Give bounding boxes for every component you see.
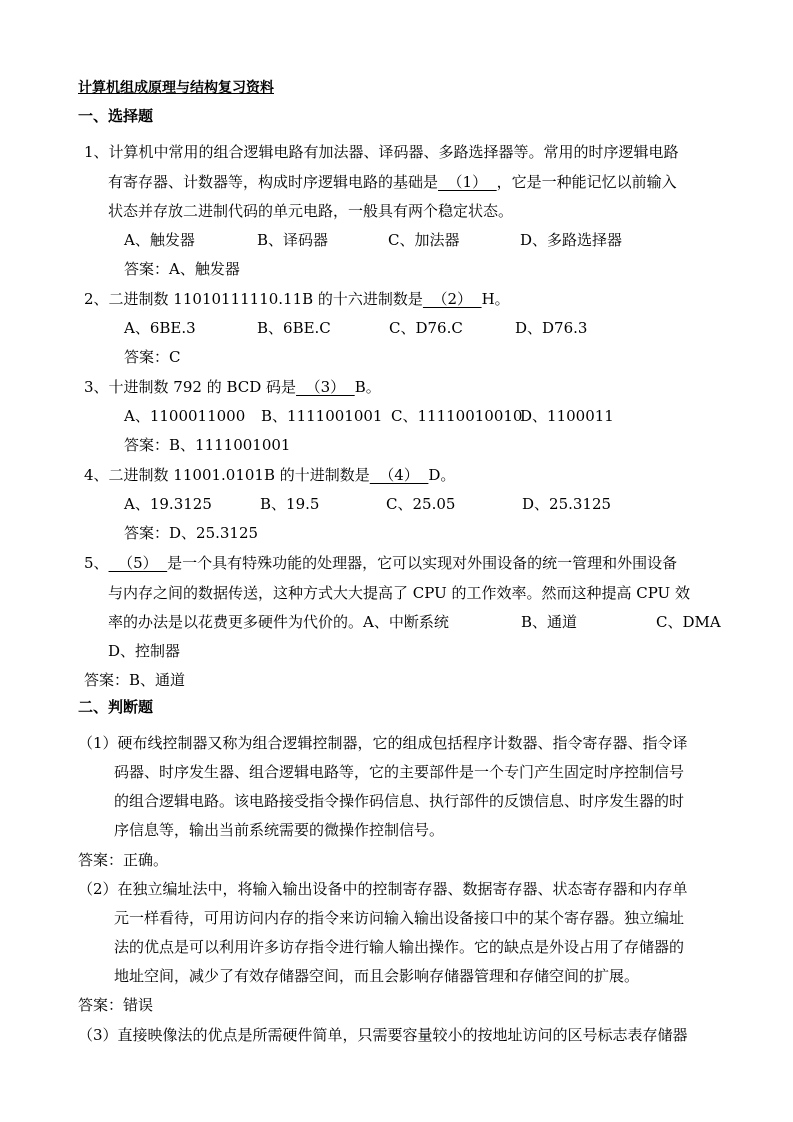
q4-option-d: D、25.3125 (522, 495, 612, 513)
judge2-line-2: 元一样看待，可用访问内存的指令来访问输入输出设备接口中的某个寄存器。独立编址 (114, 909, 685, 927)
q5-text: 是一个具有特殊功能的处理器，它可以实现对外围设备的统一管理和外围设备 (167, 554, 678, 572)
q2-option-c: C、D76.C (389, 319, 463, 337)
section-heading-choice: 一、选择题 (78, 107, 154, 125)
q4-options (124, 494, 611, 514)
q2-options (124, 318, 587, 338)
q2-option-d: D、D76.3 (515, 319, 588, 337)
q2-answer: 答案：C (124, 348, 181, 366)
judge2-line-1: （2）在独立编址法中，将输入输出设备中的控制寄存器、数据寄存器、状态寄存器和内存单 (78, 880, 688, 898)
q5-number: 5、 (84, 554, 109, 572)
q5-option-b: B、通道 (521, 613, 578, 631)
q2-option-b: B、6BE.C (257, 319, 331, 337)
q3-text: 3、十进制数 792 的 BCD 码是 (84, 378, 297, 396)
q1-text-b: ，它是一种能记忆以前输入 (496, 173, 677, 191)
q1-line-1: 1、计算机中常用的组合逻辑电路有加法器、译码器、多路选择器等。常用的时序逻辑电路 (84, 143, 679, 161)
judge1-line-1: （1）硬布线控制器又称为组合逻辑控制器，它的组成包括程序计数器、指令寄存器、指令译 (78, 734, 688, 752)
q4-answer: 答案：D、25.3125 (124, 524, 259, 542)
q4-blank: （4） (369, 466, 429, 484)
q1-option-c: C、加法器 (388, 231, 460, 249)
q1-option-d: D、多路选择器 (520, 231, 623, 249)
q1-text-a: 有寄存器、计数器等，构成时序逻辑电路的基础是 (108, 173, 439, 191)
q5-text-option-a: 率的办法是以花费更多硬件为代价的。A、中断系统 (108, 613, 449, 631)
q4-suffix: D。 (428, 466, 456, 484)
q1-line-3: 状态并存放二进制代码的单元电路，一般具有两个稳定状态。 (108, 202, 514, 220)
q4-option-a: A、19.3125 (124, 495, 212, 513)
judge2-line-4: 地址空间，减少了有效存储器空间，而且会影响存储器管理和存储空间的扩展。 (114, 967, 640, 985)
q5-option-d: D、控制器 (108, 642, 181, 660)
q3-suffix: B。 (354, 378, 381, 396)
q2-text: 2、二进制数 11010111110.11B 的十六进制数是 (84, 290, 423, 308)
q2-option-a: A、6BE.3 (124, 319, 196, 337)
q1-option-b: B、译码器 (257, 231, 329, 249)
q3-option-c: C、11110010010 (391, 407, 523, 425)
q5-option-c: C、DMA (656, 613, 721, 631)
judge2-answer: 答案：错误 (78, 996, 154, 1014)
judge2-line-3: 法的优点是可以利用许多访存指令进行输人输出操作。它的缺点是外设占用了存储器的 (114, 938, 685, 956)
q5-answer: 答案：B、通道 (84, 671, 186, 689)
q5-line-1 (84, 553, 677, 573)
q3-answer: 答案：B、1111001001 (124, 436, 291, 454)
q1-answer: 答案：A、触发器 (124, 260, 240, 278)
q5-line-2: 与内存之间的数据传送，这种方式大大提高了 CPU 的工作效率。然而这种提高 CPU 效 (108, 584, 690, 602)
q3-option-b: B、1111001001 (261, 407, 383, 425)
q2-blank: （2） (422, 290, 482, 308)
q5-blank: （5） (108, 554, 168, 572)
q1-options (124, 230, 622, 250)
q4-option-c: C、25.05 (386, 495, 456, 513)
q3-option-a: A、1100011000 (124, 407, 246, 425)
q2-line (84, 289, 510, 309)
q1-blank: （1） (438, 173, 497, 191)
q3-line (84, 377, 381, 397)
q3-blank: （3） (296, 378, 355, 396)
document-title: 计算机组成原理与结构复习资料 (78, 80, 274, 96)
q5-line-3 (108, 612, 449, 632)
judge1-answer: 答案：正确。 (78, 851, 169, 869)
q4-line (84, 465, 455, 485)
q3-options (124, 406, 614, 426)
judge3-line-1: （3）直接映像法的优点是所需硬件简单，只需要容量较小的按地址访问的区号标志表存储器 (78, 1026, 688, 1044)
judge1-line-3: 的组合逻辑电路。该电路接受指令操作码信息、执行部件的反馈信息、时序发生器的时 (114, 792, 685, 810)
q4-option-b: B、19.5 (260, 495, 320, 513)
section-heading-judge: 二、判断题 (78, 698, 154, 716)
q1-option-a: A、触发器 (124, 231, 195, 249)
q1-line-2 (108, 172, 677, 192)
q3-option-d: D、1100011 (520, 407, 614, 425)
judge1-line-4: 序信息等，输出当前系统需要的微操作控制信号。 (114, 821, 445, 839)
q2-suffix: H。 (481, 290, 510, 308)
q4-text: 4、二进制数 11001.0101B 的十进制数是 (84, 466, 370, 484)
judge1-line-2: 码器、时序发生器、组合逻辑电路等，它的主要部件是一个专门产生固定时序控制信号 (114, 763, 685, 781)
